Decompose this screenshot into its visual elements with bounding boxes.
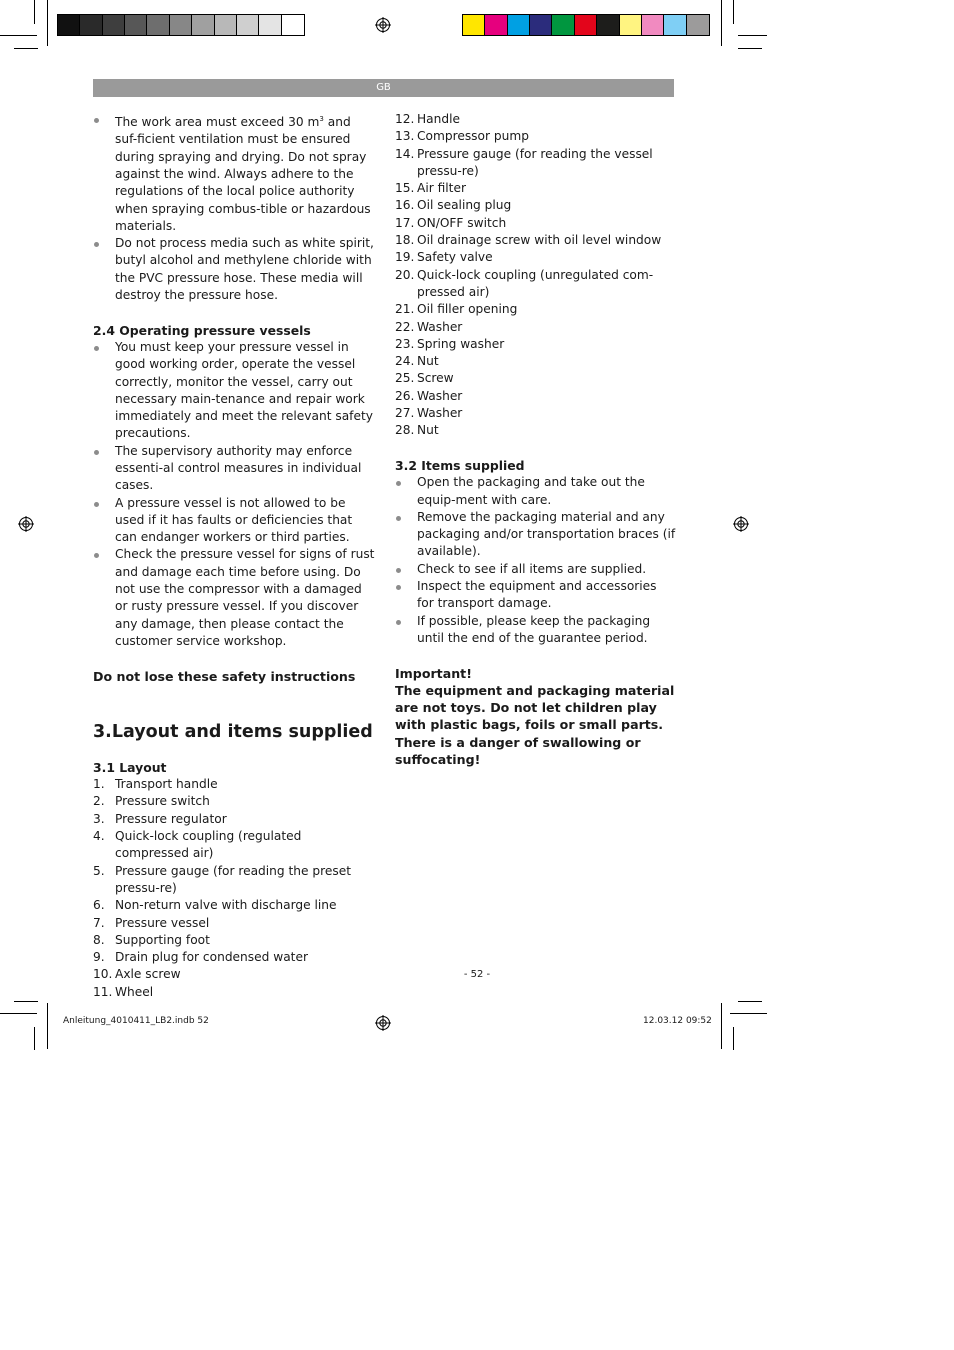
- item-text: Washer: [417, 388, 463, 403]
- color-swatch: [125, 15, 147, 35]
- list-item: [395, 197, 677, 214]
- list-item: [395, 215, 677, 232]
- list-item: Open the packaging and take out the equip-ment with care.: [395, 474, 677, 509]
- page-number: - 52 -: [463, 969, 491, 980]
- item-number: 21.: [395, 302, 415, 317]
- registration-mark-icon: [18, 516, 34, 532]
- item-number: 9.: [93, 950, 105, 965]
- chapter-title: 3.Layout and items supplied: [93, 721, 373, 742]
- item-number: 17.: [395, 215, 415, 230]
- list-item: [395, 249, 677, 266]
- item-text: Oil filler opening: [417, 302, 518, 317]
- item-text: ON/OFF switch: [417, 215, 507, 230]
- item-text: Pressure gauge (for reading the preset pressu-re): [115, 863, 351, 895]
- item-text: Wheel: [115, 984, 154, 999]
- item-text: Drain plug for condensed water: [115, 950, 308, 965]
- item-number: 2.: [93, 794, 105, 809]
- item-number: 4.: [93, 829, 105, 844]
- pressure-vessel-bullet-list: [93, 339, 375, 650]
- item-text: Oil sealing plug: [417, 198, 512, 213]
- grayscale-color-bar: [57, 14, 305, 36]
- list-item: [93, 776, 375, 793]
- list-item: The work area must exceed 30 $m^3$ and suf-ficient ventilation must be ensured during spraying and drying. Do not spray against the wind. Always adhere to the regulations of the local police authority when spraying combus-tible or hazardous materials.: [93, 111, 375, 235]
- list-item: [395, 180, 677, 197]
- color-swatch: [215, 15, 237, 35]
- item-text: Safety valve: [417, 250, 493, 265]
- color-swatch: [508, 15, 530, 35]
- color-swatch: [485, 15, 507, 35]
- registration-mark-icon: [733, 516, 749, 532]
- list-item: Check the pressure vessel for signs of rust and damage each time before using. Do not use the compressor with a damaged or rusty pressure vessel. If you discover any damage, then please contact the customer service workshop.: [93, 546, 375, 650]
- list-item: [395, 370, 677, 387]
- item-number: 6.: [93, 898, 105, 913]
- color-swatch: [463, 15, 485, 35]
- list-item: [93, 897, 375, 914]
- item-number: 26.: [395, 388, 415, 403]
- item-text: Pressure switch: [115, 794, 210, 809]
- item-number: 23.: [395, 336, 415, 351]
- item-number: 24.: [395, 354, 415, 369]
- date-slug: 12.03.12 09:52: [643, 1016, 712, 1026]
- color-swatch: [237, 15, 259, 35]
- list-item: [395, 319, 677, 336]
- list-item: [395, 232, 677, 249]
- item-number: 10.: [93, 967, 113, 982]
- item-number: 8.: [93, 932, 105, 947]
- color-swatch: [282, 15, 304, 35]
- item-text: Quick-lock coupling (regulated compressed air): [115, 829, 302, 861]
- list-item: [395, 128, 677, 145]
- item-text: Nut: [417, 423, 439, 438]
- list-item: [395, 405, 677, 422]
- color-swatch: [80, 15, 102, 35]
- list-item: [395, 422, 677, 439]
- item-number: 12.: [395, 112, 415, 126]
- item-text: Compressor pump: [417, 129, 529, 144]
- item-text: Supporting foot: [115, 932, 210, 947]
- intro-bullet-list: [93, 111, 375, 304]
- color-swatch: [147, 15, 169, 35]
- color-swatch: [552, 15, 574, 35]
- list-item: [93, 793, 375, 810]
- list-item: [93, 949, 375, 966]
- item-number: 27.: [395, 406, 415, 421]
- item-text: Quick-lock coupling (unregulated com-pressed air): [417, 267, 654, 299]
- items-supplied-bullet-list: [395, 474, 677, 647]
- item-number: 18.: [395, 233, 415, 248]
- color-swatch: [575, 15, 597, 35]
- item-number: 28.: [395, 423, 415, 438]
- right-column: [395, 111, 677, 768]
- color-swatch: [58, 15, 80, 35]
- color-swatch: [530, 15, 552, 35]
- list-item: [395, 353, 677, 370]
- item-number: 25.: [395, 371, 415, 386]
- list-item: Inspect the equipment and accessories for transport damage.: [395, 578, 677, 613]
- item-text: Pressure gauge (for reading the vessel pressu-re): [417, 146, 653, 178]
- item-number: 3.: [93, 811, 105, 826]
- list-item: [93, 828, 375, 863]
- list-item: [93, 915, 375, 932]
- item-text: Washer: [417, 406, 463, 421]
- registration-mark-icon: [375, 17, 391, 33]
- left-column: [93, 111, 375, 1001]
- list-item: Do not process media such as white spirit, butyl alcohol and methylene chloride with the PVC pressure hose. These media will destroy the pressure hose.: [93, 235, 375, 304]
- color-swatch: [192, 15, 214, 35]
- process-color-bar: [462, 14, 710, 36]
- item-number: 22.: [395, 319, 415, 334]
- color-swatch: [597, 15, 619, 35]
- item-number: 1.: [93, 777, 105, 792]
- item-text: Axle screw: [115, 967, 181, 982]
- item-text: Oil drainage screw with oil level window: [417, 233, 662, 248]
- item-number: 19.: [395, 250, 415, 265]
- item-text: Pressure vessel: [115, 915, 210, 930]
- item-text: Pressure regulator: [115, 811, 227, 826]
- language-code: GB: [376, 82, 391, 93]
- list-item: [395, 388, 677, 405]
- list-item: A pressure vessel is not allowed to be used if it has faults or deficiencies that can endanger workers or third parties.: [93, 495, 375, 547]
- section-heading: 3.1 Layout: [93, 759, 167, 775]
- color-swatch: [103, 15, 125, 35]
- file-slug: Anleitung_4010411_LB2.indb 52: [63, 1016, 209, 1026]
- color-swatch: [620, 15, 642, 35]
- item-number: 16.: [395, 198, 415, 213]
- item-text: Transport handle: [115, 777, 218, 792]
- list-item: [395, 146, 677, 181]
- item-text: Non-return valve with discharge line: [115, 898, 337, 913]
- safety-note: Do not lose these safety instructions: [93, 668, 356, 684]
- item-text: Handle: [417, 112, 460, 126]
- list-item: [93, 863, 375, 898]
- item-text: Nut: [417, 354, 439, 369]
- item-number: 13.: [395, 129, 415, 144]
- list-item: [395, 111, 677, 128]
- list-item: [93, 984, 375, 1001]
- color-swatch: [687, 15, 709, 35]
- important-label: Important!: [395, 665, 472, 681]
- color-swatch: [642, 15, 664, 35]
- registration-mark-icon: [375, 1015, 391, 1031]
- item-number: 5.: [93, 863, 105, 878]
- section-heading: 2.4 Operating pressure vessels: [93, 322, 311, 338]
- item-number: 14.: [395, 146, 415, 161]
- section-heading: 3.2 Items supplied: [395, 457, 525, 473]
- layout-parts-list-continued: [395, 111, 677, 440]
- important-warning: The equipment and packaging material are not toys. Do not let children play with plastic bags, foils or small parts. There is a danger of swallowing or suffocating!: [395, 682, 675, 767]
- language-header-bar: [93, 79, 674, 97]
- item-text: Spring washer: [417, 336, 505, 351]
- item-text: Screw: [417, 371, 454, 386]
- list-item: [395, 301, 677, 318]
- item-number: 11.: [93, 984, 113, 999]
- list-item: [93, 811, 375, 828]
- color-swatch: [664, 15, 686, 35]
- list-item: [395, 267, 677, 302]
- color-swatch: [259, 15, 281, 35]
- list-item: Check to see if all items are supplied.: [395, 561, 677, 578]
- item-number: 20.: [395, 267, 415, 282]
- list-item: If possible, please keep the packaging until the end of the guarantee period.: [395, 613, 677, 648]
- item-text: Washer: [417, 319, 463, 334]
- list-item: [395, 336, 677, 353]
- color-swatch: [170, 15, 192, 35]
- item-number: 7.: [93, 915, 105, 930]
- list-item: You must keep your pressure vessel in good working order, operate the vessel correctly, monitor the vessel, carry out necessary main-tenance and repair work immediately and meet the relevant safety precautions.: [93, 339, 375, 443]
- item-number: 15.: [395, 181, 415, 196]
- layout-parts-list: [93, 776, 375, 1001]
- item-text: Air filter: [417, 181, 466, 196]
- list-item: Remove the packaging material and any packaging and/or transportation braces (if available).: [395, 509, 677, 561]
- list-item: The supervisory authority may enforce essenti-al control measures in individual cases.: [93, 443, 375, 495]
- list-item: [93, 932, 375, 949]
